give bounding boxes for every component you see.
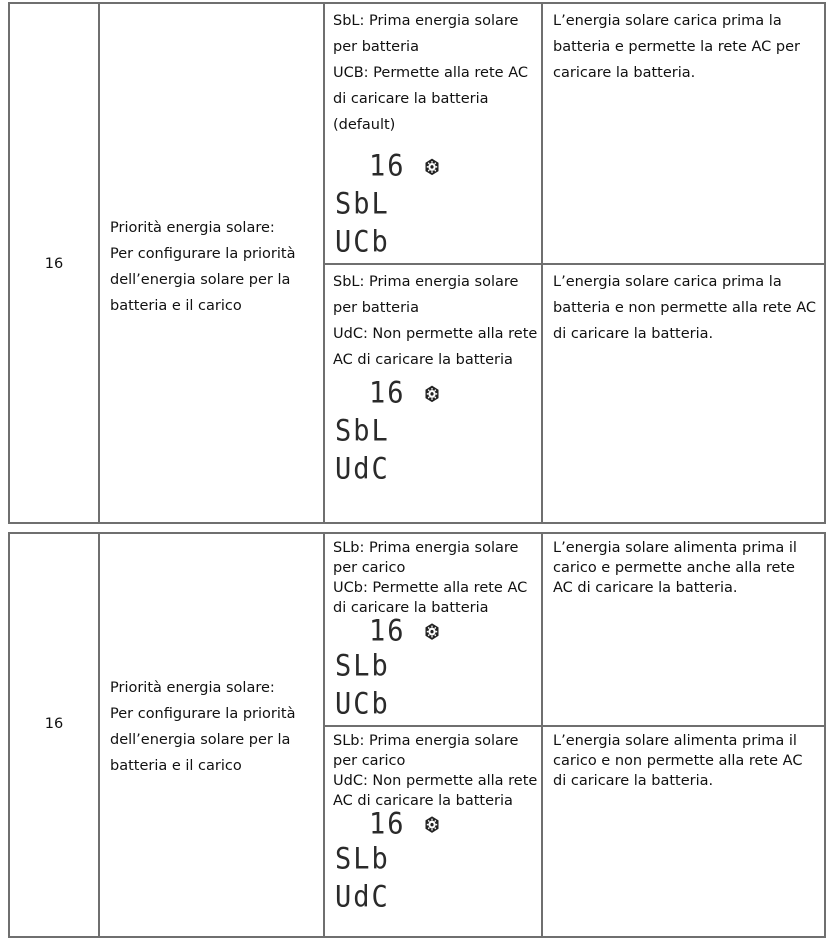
lcd-line-2: UdC <box>335 452 390 487</box>
option-cell <box>325 265 543 522</box>
option-row <box>325 727 824 936</box>
option-explanation: L’energia solare alimenta prima il carico e non permette alla rete AC di caricare la batteria. <box>553 733 803 789</box>
lcd-display <box>335 146 541 260</box>
lcd-code: 16 <box>369 614 406 649</box>
lcd-line-2: UCb <box>335 225 390 260</box>
option-cell <box>325 534 543 725</box>
description-cell <box>100 534 325 936</box>
gear-icon <box>424 385 440 403</box>
gear-icon <box>424 816 440 834</box>
lcd-display <box>335 614 541 722</box>
lcd-display <box>335 807 541 915</box>
lcd-line-1: SLb <box>335 649 390 684</box>
option-row <box>325 265 824 522</box>
gear-icon <box>424 623 440 641</box>
lcd-code: 16 <box>369 807 406 842</box>
description-cell <box>100 4 325 522</box>
option-cell <box>325 727 543 936</box>
option-explanation: L’energia solare carica prima la batteria e non permette alla rete AC di caricare la batteria. <box>553 274 817 342</box>
option-text: SLb: Prima energia solare per carico UdC: Non permette alla rete AC di caricare la batteria <box>333 733 538 809</box>
lcd-display <box>335 373 541 487</box>
lcd-code: 16 <box>369 149 406 184</box>
program-number-cell <box>10 4 100 522</box>
option-explanation: L’energia solare alimenta prima il carico e permette anche alla rete AC di caricare la batteria. <box>553 540 797 596</box>
gear-icon <box>424 158 440 176</box>
lcd-code: 16 <box>369 376 406 411</box>
option-row <box>325 534 824 727</box>
option-cell <box>325 4 543 263</box>
lcd-line-2: UCb <box>335 687 390 722</box>
lcd-line-2: UdC <box>335 880 390 915</box>
settings-table-2 <box>8 532 826 938</box>
option-row <box>325 4 824 265</box>
program-number-cell <box>10 534 100 936</box>
program-number: 16 <box>44 716 64 732</box>
option-text: SLb: Prima energia solare per carico UCb: Permette alla rete AC di caricare la batteria <box>333 540 528 616</box>
option-explanation: L’energia solare carica prima la batteria e permette la rete AC per caricare la batteria. <box>553 13 800 81</box>
lcd-line-1: SbL <box>335 187 390 222</box>
lcd-line-1: SLb <box>335 842 390 877</box>
option-text: SbL: Prima energia solare per batteria UdC: Non permette alla rete AC di caricare la batteria <box>333 274 538 368</box>
lcd-line-1: SbL <box>335 414 390 449</box>
program-description: Priorità energia solare: Per configurare la priorità dell’energia solare per la batteria e il carico <box>110 680 296 774</box>
option-text: SbL: Prima energia solare per batteria UCB: Permette alla rete AC di caricare la batteria (default) <box>333 13 528 133</box>
settings-table-1 <box>8 2 826 524</box>
program-description: Priorità energia solare: Per configurare la priorità dell’energia solare per la batteria e il carico <box>110 220 296 314</box>
program-number: 16 <box>44 256 64 272</box>
